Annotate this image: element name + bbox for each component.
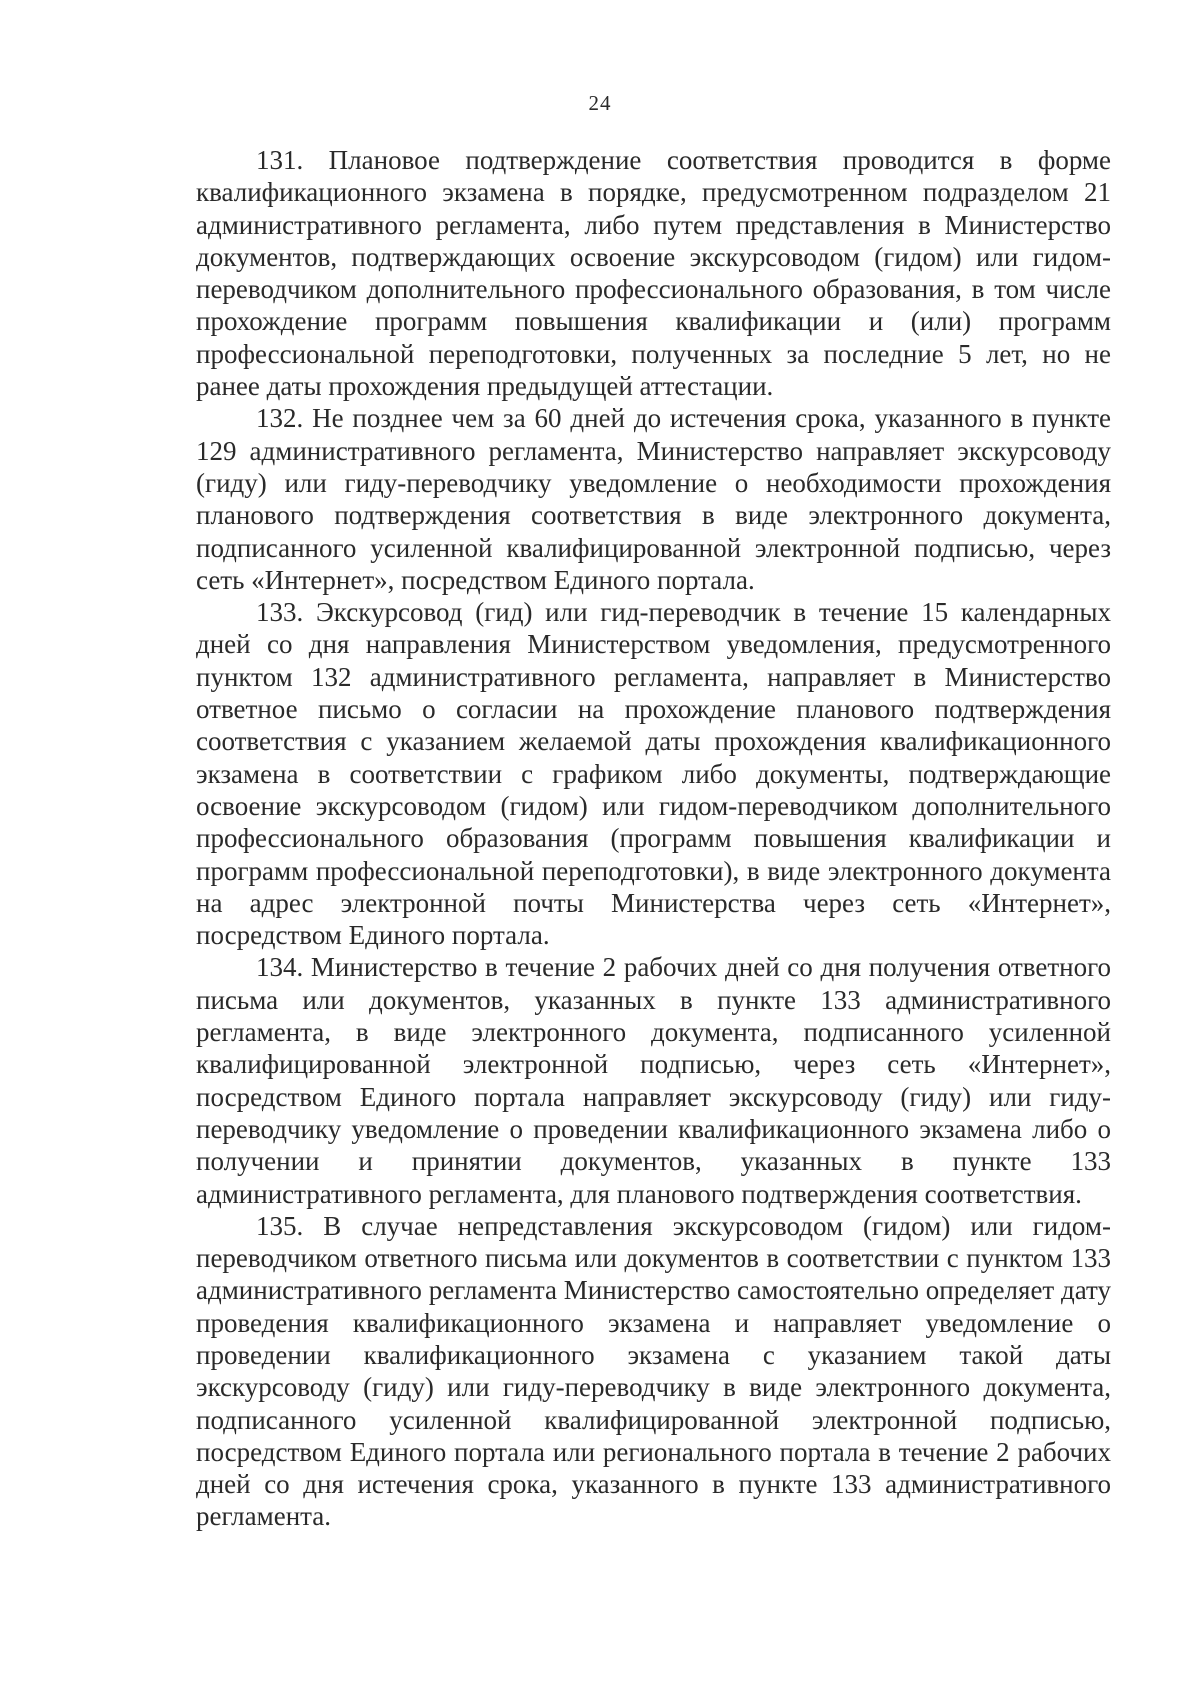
document-body	[196, 144, 1111, 1533]
paragraph-131: 131. Плановое подтверждение соответствия проводится в форме квалификационного экзамена в порядке, предусмотренном подразделом 21 административного регламента, либо путем представления в Министерство документов, подтверждающих освоение экскурсоводом (гидом) или гидом-переводчиком дополнительного профессионального образования, в том числе прохождение программ повышения квалификации и (или) программ профессиональной переподготовки, полученных за последние 5 лет, но не ранее даты прохождения предыдущей аттестации.	[196, 145, 1111, 402]
paragraph-134: 134. Министерство в течение 2 рабочих дней со дня получения ответного письма или документов, указанных в пункте 133 административного регламента, в виде электронного документа, подписанного усиленной квалифицированной электронной подписью, через сеть «Интернет», посредством Единого портала направляет экскурсоводу (гиду) или гиду-переводчику уведомление о проведении квалификационного экзамена либо о получении и принятии документов, указанных в пункте 133 административного регламента, для планового подтверждения соответствия.	[196, 952, 1111, 1209]
paragraph-133: 133. Экскурсовод (гид) или гид-переводчик в течение 15 календарных дней со дня направления Министерством уведомления, предусмотренного пунктом 132 административного регламента, направляет в Министерство ответное письмо о согласии на прохождение планового подтверждения соответствия с указанием желаемой даты прохождения квалификационного экзамена в соответствии с графиком либо документы, подтверждающие освоение экскурсоводом (гидом) или гидом-переводчиком дополнительного профессионального образования (программ повышения квалификации и программ профессиональной переподготовки), в виде электронного документа на адрес электронной почты Министерства через сеть «Интернет», посредством Единого портала.	[196, 597, 1111, 951]
page-number: 24	[588, 91, 612, 115]
paragraph-135: 135. В случае непредставления экскурсоводом (гидом) или гидом-переводчиком ответного письма или документов в соответствии с пунктом 133 административного регламента Министерство самостоятельно определяет дату проведения квалификационного экзамена и направляет уведомление о проведении квалификационного экзамена с указанием такой даты экскурсоводу (гиду) или гиду-переводчику в виде электронного документа, подписанного усиленной квалифицированной электронной подписью, посредством Единого портала или регионального портала в течение 2 рабочих дней со дня истечения срока, указанного в пункте 133 административного регламента.	[196, 1210, 1111, 1532]
paragraph-132: 132. Не позднее чем за 60 дней до истечения срока, указанного в пункте 129 административного регламента, Министерство направляет экскурсоводу (гиду) или гиду-переводчику уведомление о необходимости прохождения планового подтверждения соответствия в виде электронного документа, подписанного усиленной квалифицированной электронной подписью, через сеть «Интернет», посредством Единого портала.	[196, 403, 1111, 595]
